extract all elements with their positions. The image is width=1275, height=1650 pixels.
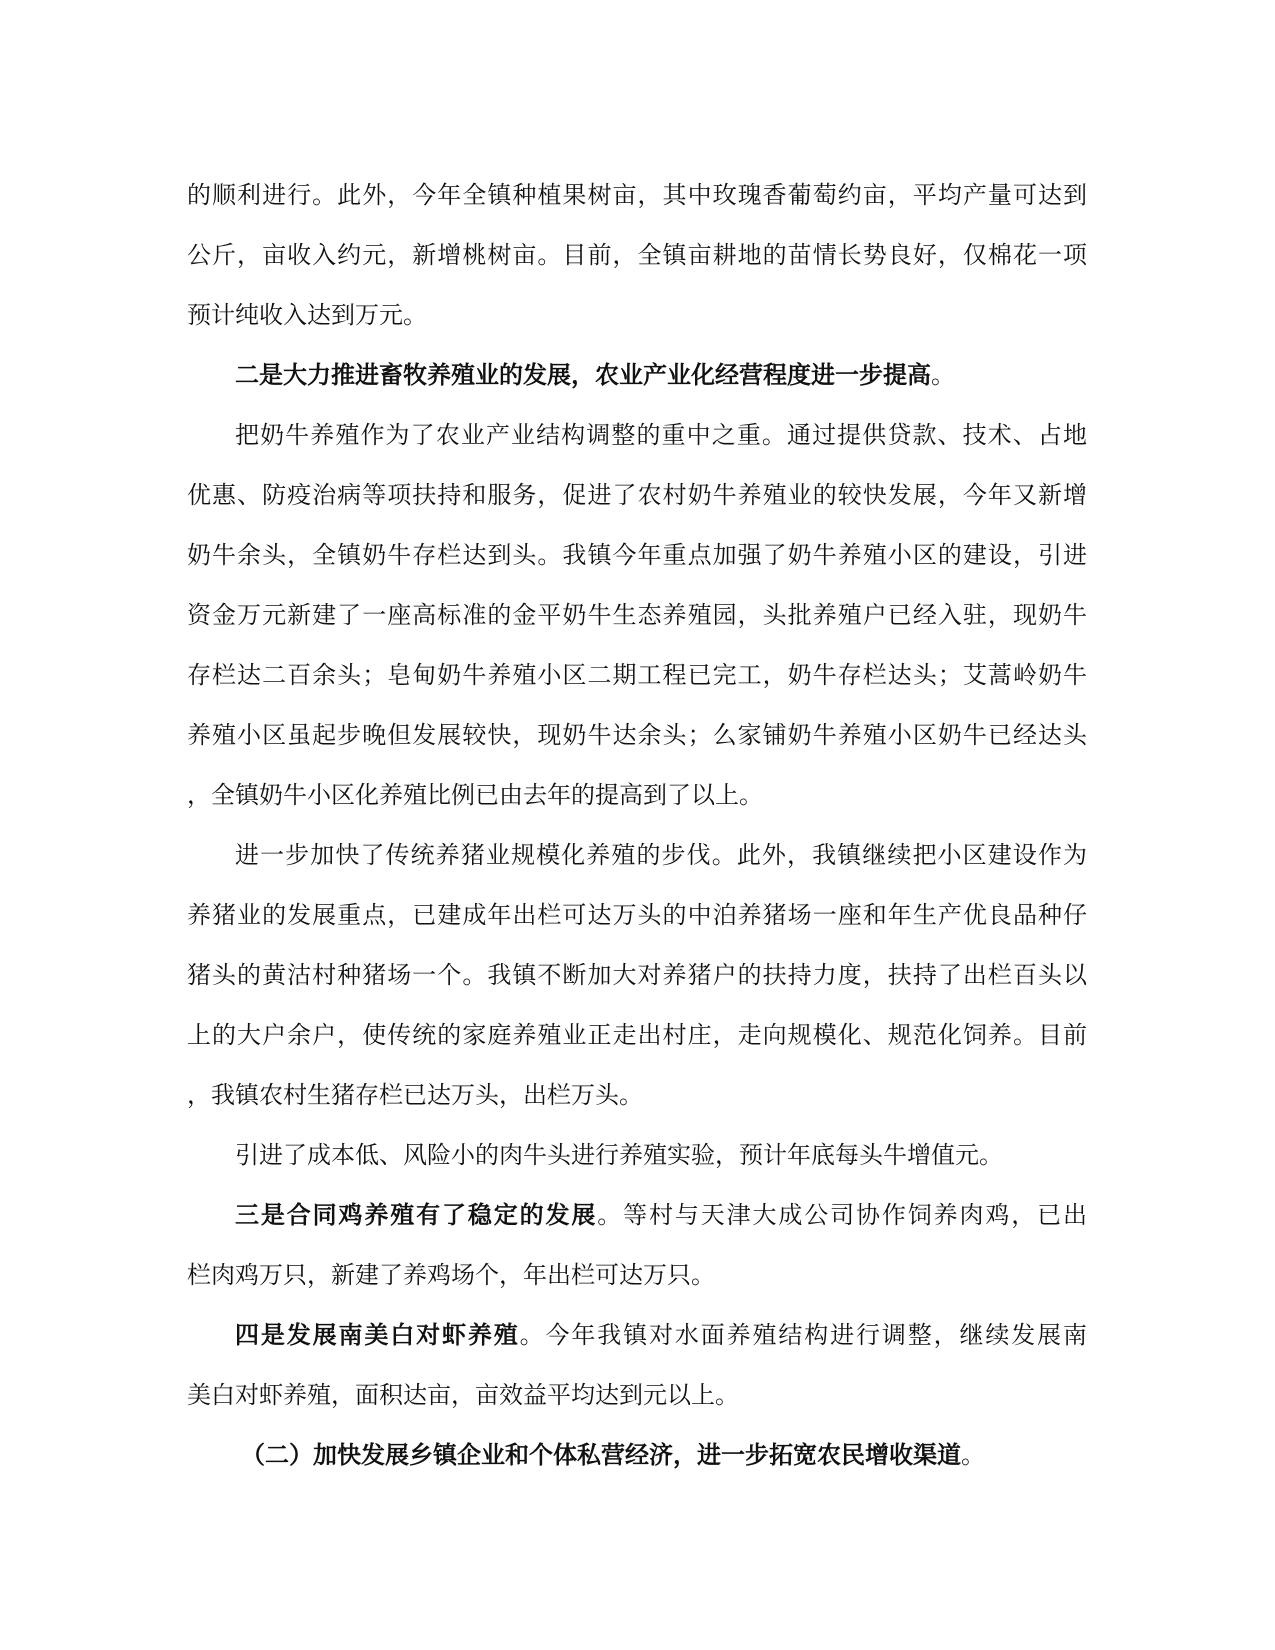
text-line: 把奶牛养殖作为了农业产业结构调整的重中之重。通过提供贷款、技术、占地: [235, 421, 1087, 449]
text-line: 优惠、防疫治病等项扶持和服务，促进了农村奶牛养殖业的较快发展，今年又新增: [187, 481, 1087, 509]
text-line: 公斤，亩收入约元，新增桃树亩。目前，全镇亩耕地的苗情长势良好，仅棉花一项: [187, 241, 1087, 269]
heading-tail: 。: [961, 1441, 985, 1469]
section-heading: [187, 1425, 1087, 1485]
paragraph-text: 。等村与天津大成公司协作饲养肉鸡，已出: [597, 1201, 1087, 1229]
document-body: [187, 165, 1087, 1485]
text-line: 养猪业的发展重点，已建成年出栏可达万头的中泊养猪场一座和年生产优良品种仔: [187, 901, 1087, 929]
heading-bold-text: （二）加快发展乡镇企业和个体私营经济，进一步拓宽农民增收渠道: [241, 1440, 961, 1469]
paragraph-text: 。今年我镇对水面养殖结构进行调整，继续发展南: [519, 1321, 1087, 1349]
text-line: [187, 1185, 1087, 1245]
text-line: 的顺利进行。此外，今年全镇种植果树亩，其中玫瑰香葡萄约亩，平均产量可达到: [187, 181, 1087, 209]
section-heading: [187, 345, 1087, 405]
text-line: 进一步加快了传统养猪业规模化养殖的步伐。此外，我镇继续把小区建设作为: [235, 841, 1087, 869]
heading-bold-text: 四是发展南美白对虾养殖: [235, 1320, 520, 1349]
text-line: 奶牛余头，全镇奶牛存栏达到头。我镇今年重点加强了奶牛养殖小区的建设，引进: [187, 541, 1087, 569]
text-line: ，我镇农村生猪存栏已达万头，出栏万头。: [187, 1081, 643, 1109]
text-line: 资金万元新建了一座高标准的金平奶牛生态养殖园，头批养殖户已经入驻，现奶牛: [187, 601, 1087, 629]
text-line: 预计纯收入达到万元。: [187, 301, 427, 329]
text-line: [187, 1305, 1087, 1365]
text-line: 上的大户余户，使传统的家庭养殖业正走出村庄，走向规模化、规范化饲养。目前: [187, 1021, 1087, 1049]
text-line: 栏肉鸡万只，新建了养鸡场个，年出栏可达万只。: [187, 1261, 715, 1289]
heading-bold-text: 二是大力推进畜牧养殖业的发展，农业产业化经营程度进一步提高: [235, 360, 931, 389]
heading-bold-text: 三是合同鸡养殖有了稳定的发展: [235, 1200, 598, 1229]
heading-tail: 。: [931, 361, 955, 389]
text-line: ，全镇奶牛小区化养殖比例已由去年的提高到了以上。: [187, 781, 763, 809]
text-line: 美白对虾养殖，面积达亩，亩效益平均达到元以上。: [187, 1381, 739, 1409]
text-line: 养殖小区虽起步晚但发展较快，现奶牛达余头；么家铺奶牛养殖小区奶牛已经达头: [187, 721, 1087, 749]
text-line: 猪头的黄沽村种猪场一个。我镇不断加大对养猪户的扶持力度，扶持了出栏百头以: [187, 961, 1087, 989]
text-line: 存栏达二百余头；皂甸奶牛养殖小区二期工程已完工，奶牛存栏达头；艾蒿岭奶牛: [187, 661, 1087, 689]
text-line: 引进了成本低、风险小的肉牛头进行养殖实验，预计年底每头牛增值元。: [235, 1141, 1003, 1169]
